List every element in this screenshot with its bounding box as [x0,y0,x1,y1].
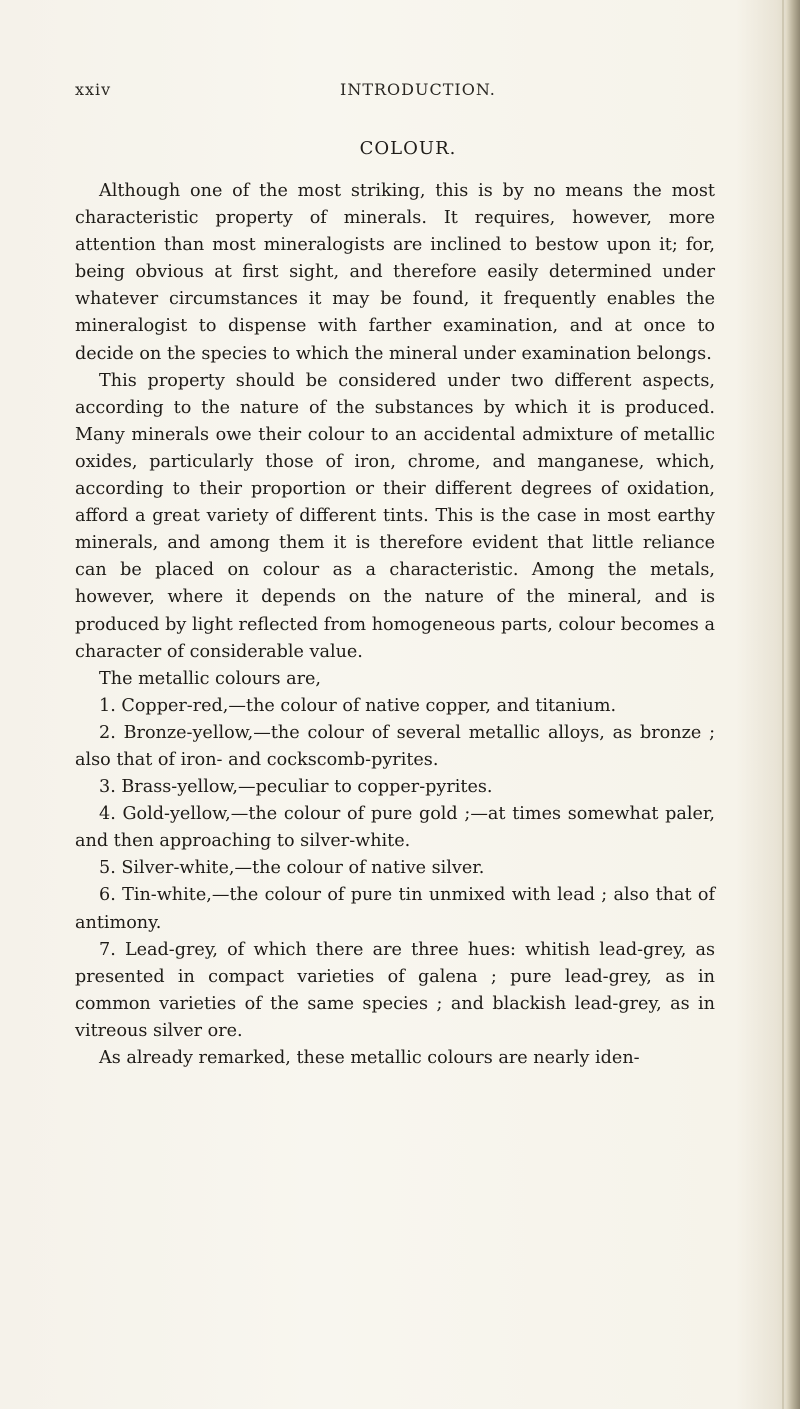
section-heading: COLOUR. [359,138,457,159]
list-item: 4. Gold-yellow,—the colour of pure gold ;—at times somewhat paler, and then approaching to silver-white. [75,804,715,852]
running-title: INTRODUCTION. [340,80,496,99]
list-item: 3. Brass-yellow,—peculiar to copper-pyrites. [99,777,493,798]
list-item: 5. Silver-white,—the colour of native silver. [99,858,485,879]
page-gutter-shadow [786,0,800,1409]
list-item: 2. Bronze-yellow,—the colour of several metallic alloys, as bronze ; also that of iron- and cockscomb-pyrites. [75,722,715,770]
page-gutter-line [782,0,784,1409]
body-text [75,178,715,1072]
paragraph: The metallic colours are, [99,668,321,689]
paragraph: As already remarked, these metallic colours are nearly iden- [99,1048,640,1068]
page-number: xxiv [75,80,112,99]
running-header [75,80,715,104]
paragraph: This property should be considered under two different aspects, according to the nature of the substances by which it is produced. Many minerals owe their colour to an accidental admixture of metallic oxides, particularly those of iron, chrome, and manganese, which, according to their proportion or their different degrees of oxidation, afford a great variety of different tints. This is the case in most earthy minerals, and among them it is therefore evident that little reliance can be placed on colour as a characteristic. Among the metals, however, where it depends on the nature of the mineral, and is produced by light reflected from homogeneous parts, colour becomes a character of considerable value. [75,370,715,662]
list-item: 1. Copper-red,—the colour of native copper, and titanium. [99,695,617,716]
paragraph: Although one of the most striking, this is by no means the most characteristic property of minerals. It requires, however, more attention than most mineralogists are inclined to bestow upon it; for, being obvious at first sight, and therefore easily determined under whatever circumstances it may be found, it frequently enables the mineralogist to dispense with farther examination, and at once to decide on the species to which the mineral under examination belongs. [75,181,715,364]
list-item: 7. Lead-grey, of which there are three hues: whitish lead-grey, as presented in compact varieties of galena ; pure lead-grey, as in common varieties of the same species ; and blackish lead-grey, as in vitreous silver ore. [75,939,715,1041]
list-item: 6. Tin-white,—the colour of pure tin unmixed with lead ; also that of antimony. [75,885,715,933]
